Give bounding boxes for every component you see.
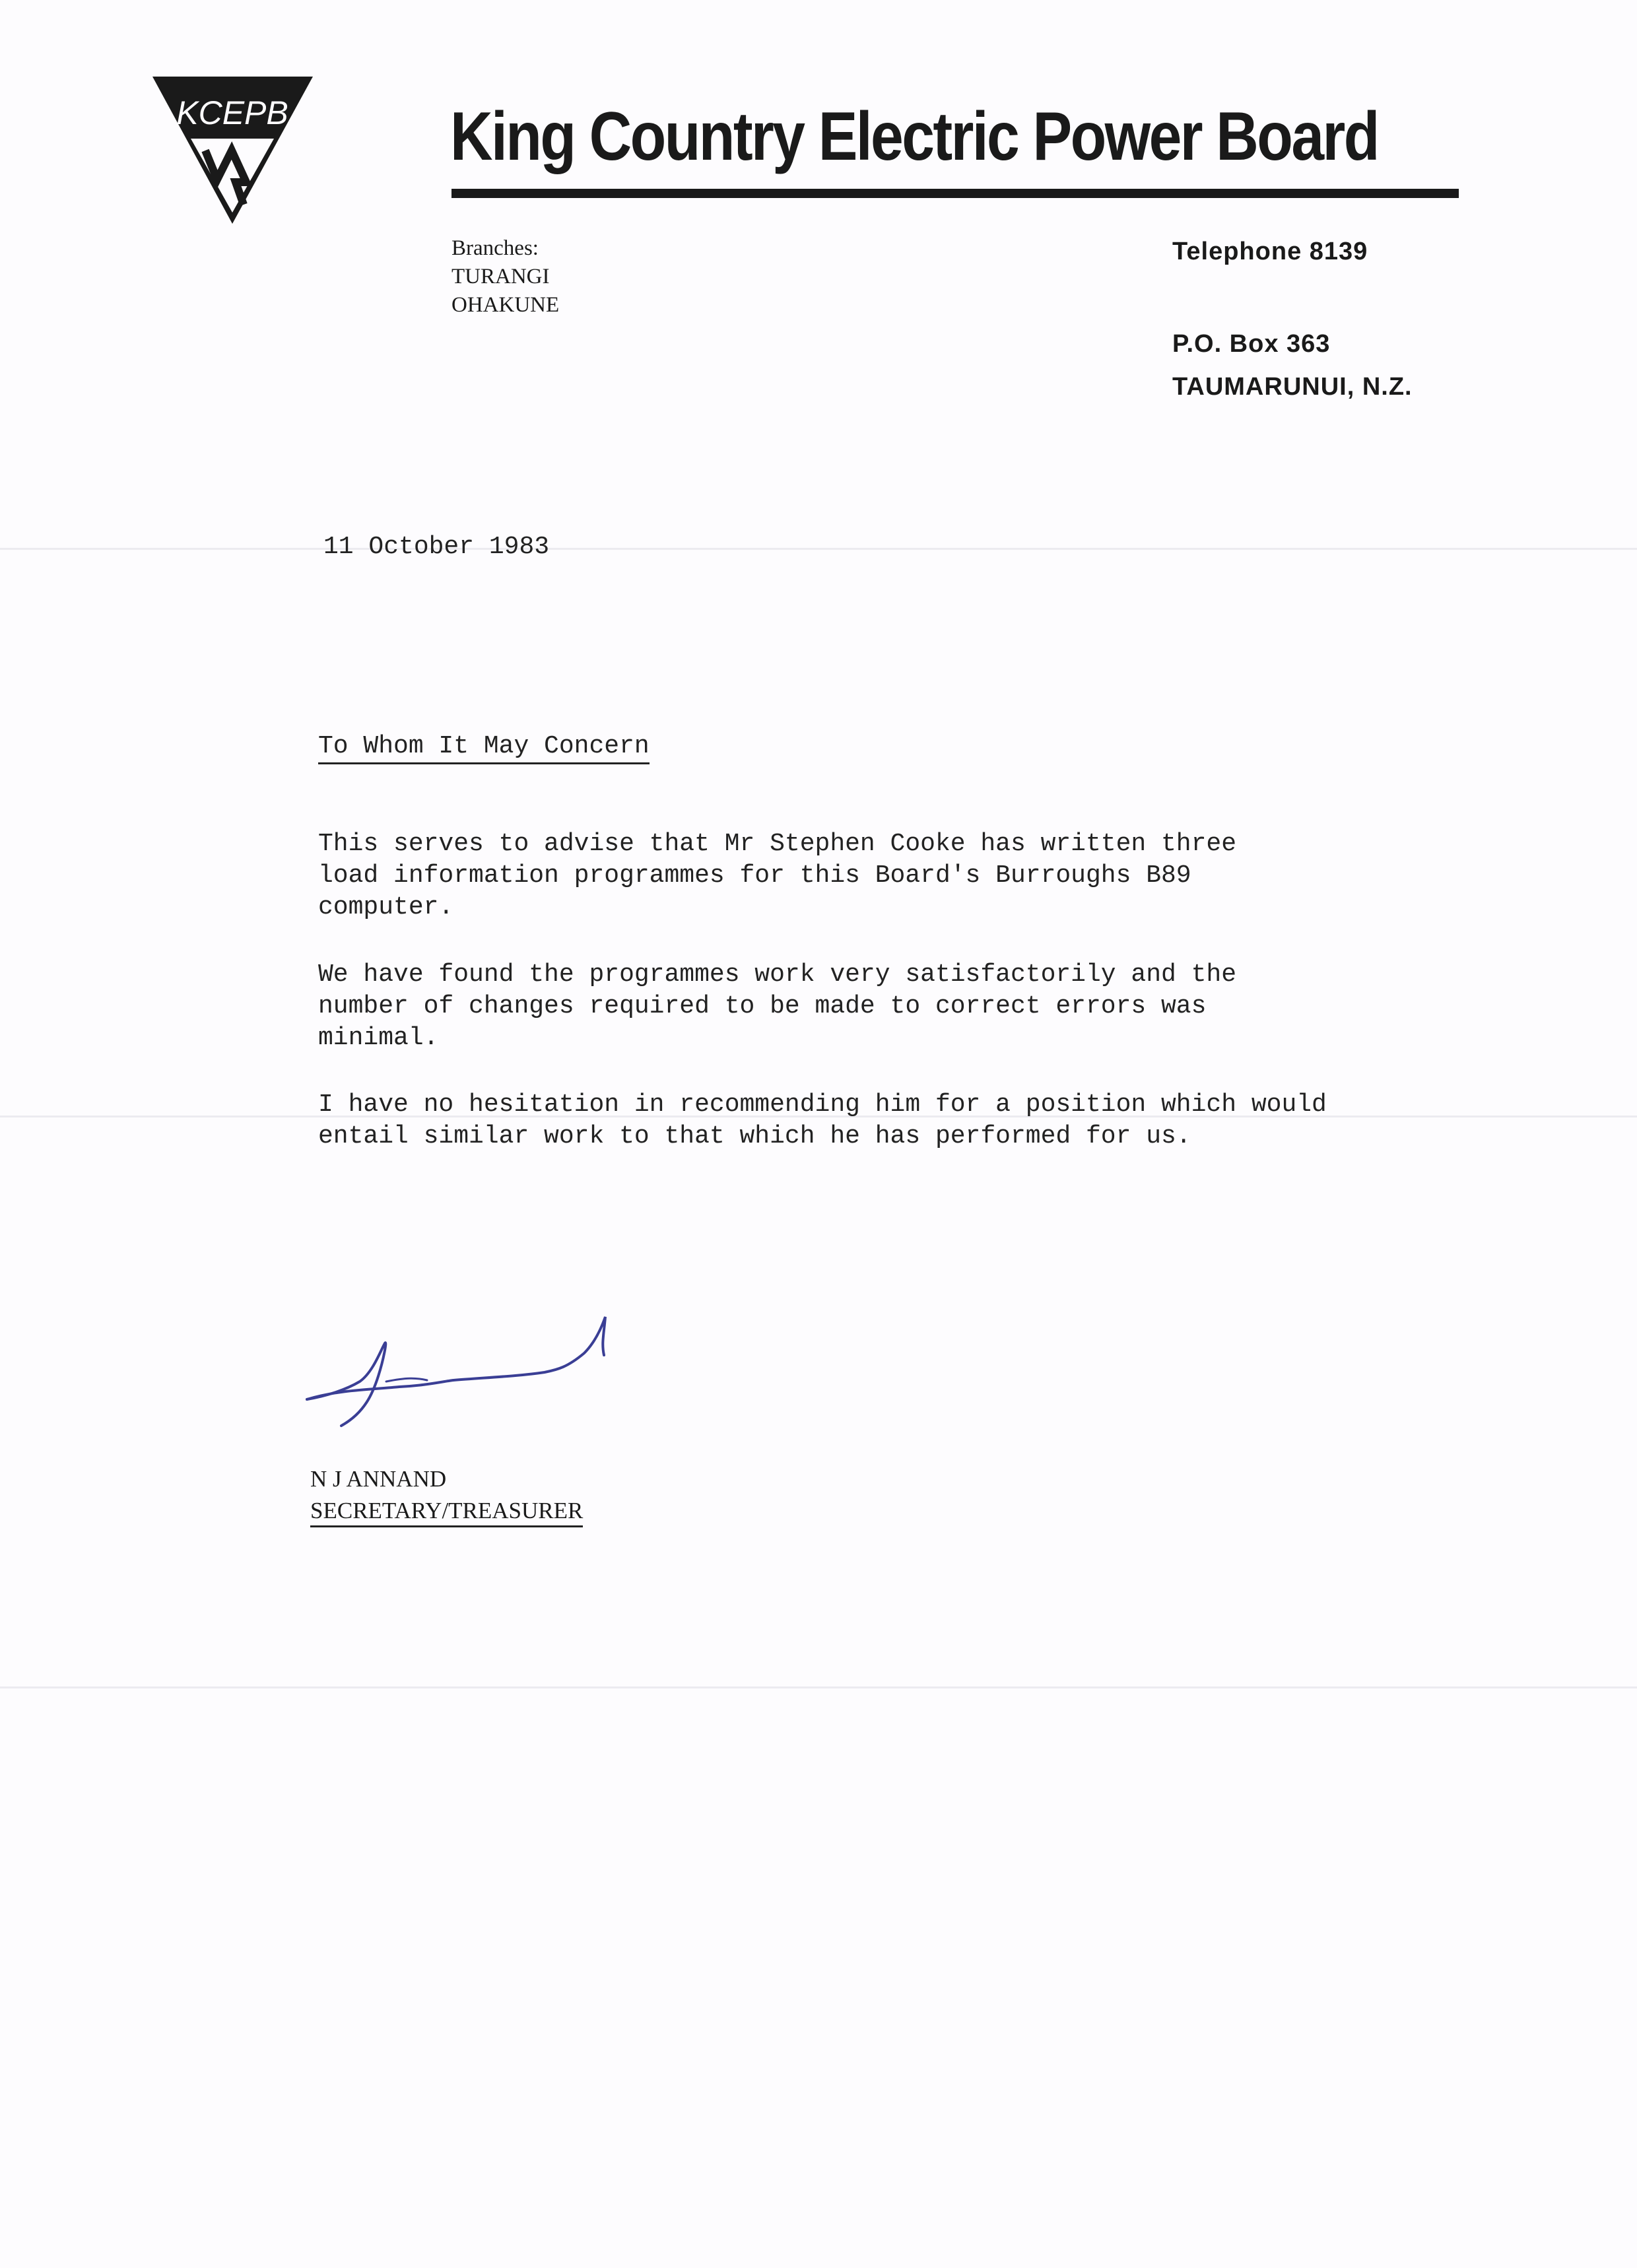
paragraph-line: We have found the programmes work very satisfactorily and the bbox=[318, 960, 1237, 989]
paragraph-line: I have no hesitation in recommending him for a position which would bbox=[318, 1090, 1327, 1119]
handwritten-signature bbox=[300, 1304, 657, 1436]
paragraph-1 bbox=[318, 828, 1236, 923]
branch-ohakune: OHAKUNE bbox=[451, 293, 560, 317]
paragraph-line: computer. bbox=[318, 893, 454, 921]
kcepb-logo bbox=[149, 73, 317, 228]
company-underline bbox=[451, 189, 1459, 198]
paragraph-line: entail similar work to that which he has performed for us. bbox=[318, 1122, 1191, 1151]
paragraph-2 bbox=[318, 959, 1236, 1054]
paragraph-line: This serves to advise that Mr Stephen Cooke has written three bbox=[318, 830, 1237, 858]
branch-turangi: TURANGI bbox=[451, 265, 550, 288]
letter-date: 11 October 1983 bbox=[323, 533, 550, 561]
paragraph-3 bbox=[318, 1089, 1327, 1152]
city: TAUMARUNUI, N.Z. bbox=[1172, 373, 1413, 401]
fold-line-top bbox=[0, 548, 1637, 550]
company-name: King Country Electric Power Board bbox=[450, 98, 1378, 175]
paragraph-line: load information programmes for this Board's Burroughs B89 bbox=[318, 861, 1191, 890]
signatory-name: N J ANNAND bbox=[310, 1466, 447, 1492]
branches-label: Branches: bbox=[451, 236, 539, 260]
logo-text: KCEPB bbox=[176, 94, 288, 131]
po-box: P.O. Box 363 bbox=[1172, 330, 1331, 358]
paragraph-line: minimal. bbox=[318, 1024, 439, 1052]
salutation-text: To Whom It May Concern bbox=[318, 732, 650, 764]
lightning-triangle-icon bbox=[149, 73, 317, 228]
signatory-title: SECRETARY/TREASURER bbox=[310, 1496, 583, 1527]
salutation bbox=[318, 731, 650, 762]
telephone: Telephone 8139 bbox=[1172, 238, 1368, 265]
paragraph-line: number of changes required to be made to correct errors was bbox=[318, 992, 1207, 1020]
fold-line-bottom bbox=[0, 1686, 1637, 1688]
branches-block bbox=[451, 234, 559, 319]
